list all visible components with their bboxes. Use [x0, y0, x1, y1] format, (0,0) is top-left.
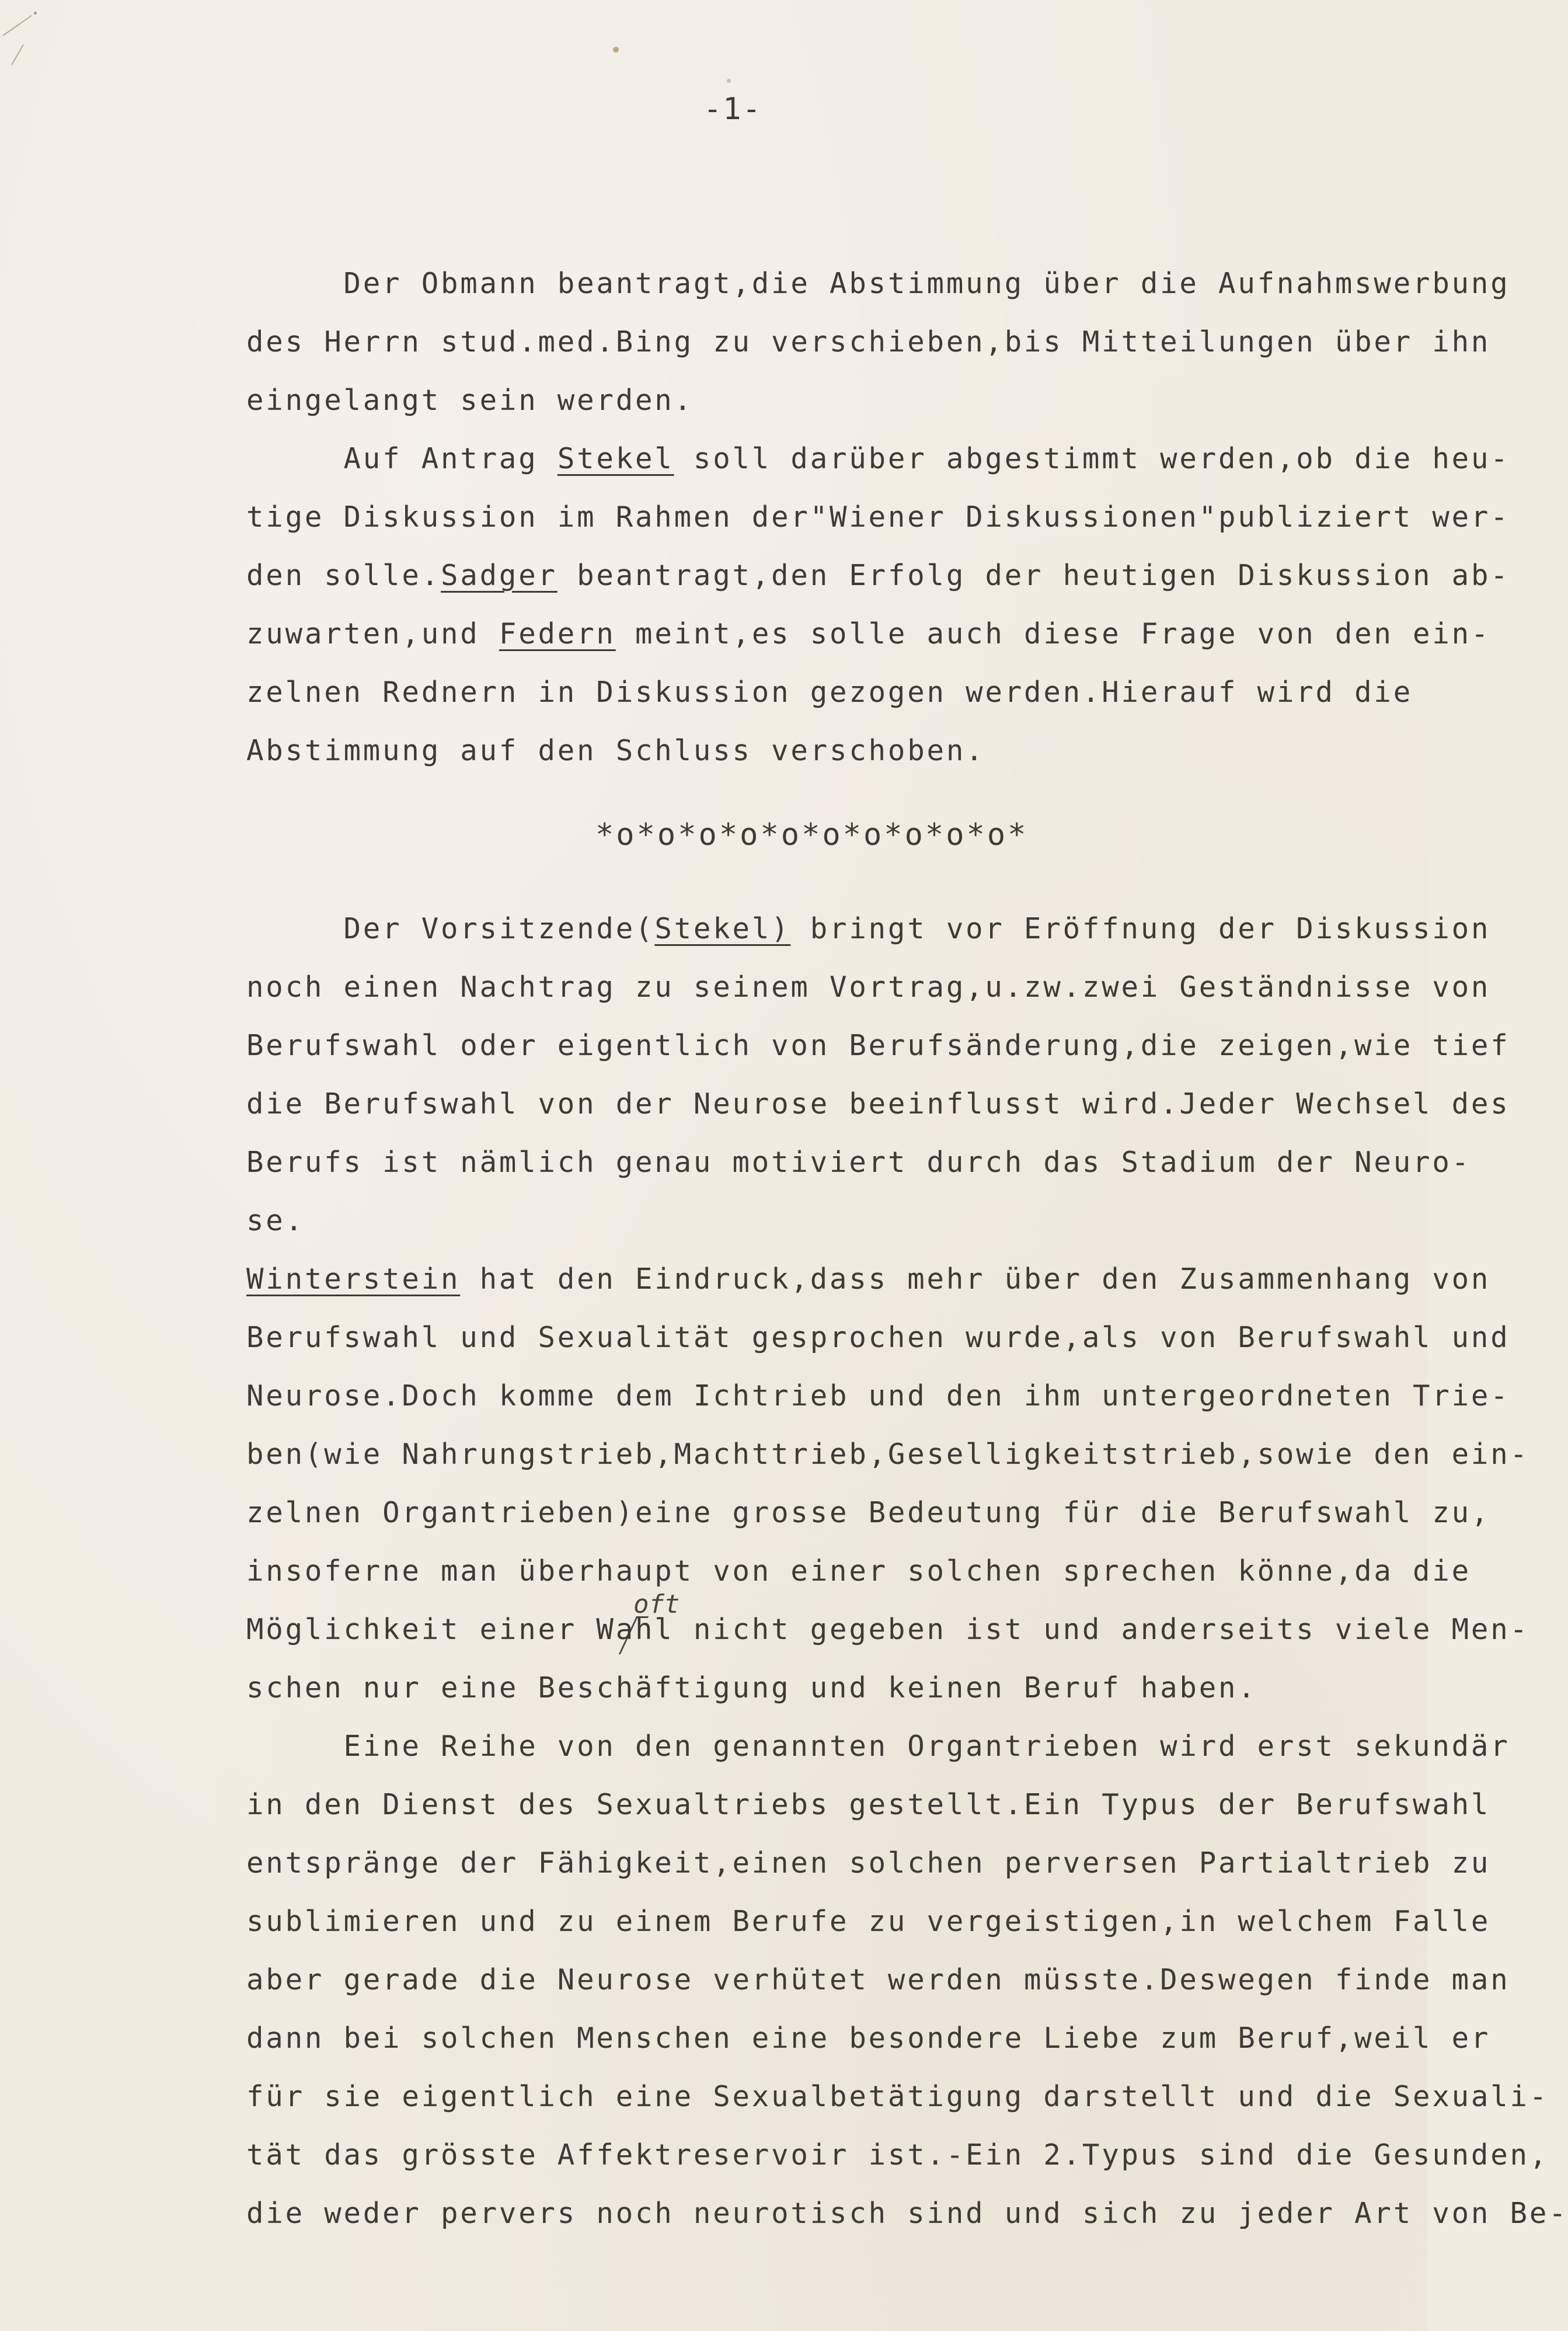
text-line: Eine Reihe von den genannten Organtrieben wird erst sekundär	[246, 1730, 1510, 1763]
text-line: ben(wie Nahrungstrieb,Machttrieb,Geselligkeitstrieb,sowie den ein-	[246, 1438, 1529, 1471]
underlined-name: Winterstein	[246, 1262, 461, 1296]
text-line: zelnen Rednern in Diskussion gezogen werden.Hierauf wird die	[246, 676, 1413, 709]
text-line: noch einen Nachtrag zu seinem Vortrag,u.zw.zwei Geständnisse von	[246, 970, 1491, 1004]
underlined-name: Stekel	[557, 442, 674, 475]
text-line: tige Diskussion im Rahmen der"Wiener Diskussionen"publiziert wer-	[246, 500, 1510, 534]
text-line: schen nur eine Beschäftigung und keinen Beruf haben.	[246, 1671, 1257, 1704]
underlined-name: Sadger	[441, 559, 557, 592]
underlined-name: Federn	[499, 617, 616, 650]
text-line: Winterstein hat den Eindruck,dass mehr über den Zusammenhang von	[246, 1262, 1491, 1296]
text-line: die Berufswahl von der Neurose beeinflusst wird.Jeder Wechsel des	[246, 1087, 1510, 1121]
text-line: die weder pervers noch neurotisch sind und sich zu jeder Art von Be-	[246, 2197, 1568, 2230]
paper-speck	[727, 79, 731, 83]
page-number: -1-	[703, 92, 762, 127]
section-separator: *o*o*o*o*o*o*o*o*o*o*	[595, 817, 1029, 853]
paper-speck	[613, 47, 619, 53]
underlined-name: Stekel)	[654, 912, 791, 945]
text-line: Neurose.Doch komme dem Ichtrieb und den ihm untergeordneten Trie-	[246, 1379, 1510, 1412]
text-line: zuwarten,und Federn meint,es solle auch diese Frage von den ein-	[246, 617, 1491, 650]
text-line: in den Dienst des Sexualtriebs gestellt.Ein Typus der Berufswahl	[246, 1788, 1491, 1821]
text-line: aber gerade die Neurose verhütet werden müsste.Deswegen finde man	[246, 1963, 1510, 1996]
text-line: Berufswahl und Sexualität gesprochen wurde,als von Berufswahl und	[246, 1321, 1510, 1354]
text-line: entspränge der Fähigkeit,einen solchen perversen Partialtrieb zu	[246, 1846, 1491, 1880]
text-line: tät das grösste Affektreservoir ist.-Ein 2.Typus sind die Gesunden,	[246, 2138, 1549, 2172]
text-line: Der Obmann beantragt,die Abstimmung über die Aufnahmswerbung	[246, 267, 1510, 300]
text-line: Abstimmung auf den Schluss verschoben.	[246, 734, 985, 767]
paper-speck	[34, 12, 37, 15]
text-line: Berufswahl oder eigentlich von Berufsänderung,die zeigen,wie tief	[246, 1029, 1510, 1062]
text-line: zelnen Organtrieben)eine grosse Bedeutung für die Berufswahl zu,	[246, 1496, 1491, 1529]
text-line: des Herrn stud.med.Bing zu verschieben,bis Mitteilungen über ihn	[246, 325, 1491, 359]
handwritten-insertion: oft	[633, 1589, 680, 1619]
text-line: für sie eigentlich eine Sexualbetätigung darstellt und die Sexuali-	[246, 2080, 1549, 2113]
text-line: eingelangt sein werden.	[246, 384, 694, 417]
text-line: den solle.Sadger beantragt,den Erfolg der heutigen Diskussion ab-	[246, 559, 1510, 592]
text-line: Berufs ist nämlich genau motiviert durch das Stadium der Neuro-	[246, 1146, 1471, 1179]
text-line: Auf Antrag Stekel soll darüber abgestimmt werden,ob die heu-	[246, 442, 1510, 475]
text-line: Möglichkeit einer Wahl nicht gegeben ist und anderseits viele Men-	[246, 1613, 1529, 1646]
text-line: dann bei solchen Menschen eine besondere Liebe zum Beruf,weil er	[246, 2022, 1491, 2055]
text-line: se.	[246, 1204, 305, 1237]
text-line: Der Vorsitzende(Stekel) bringt vor Eröffnung der Diskussion	[246, 912, 1491, 945]
text-line: insoferne man überhaupt von einer solchen sprechen könne,da die	[246, 1554, 1471, 1588]
text-line: sublimieren und zu einem Berufe zu vergeistigen,in welchem Falle	[246, 1905, 1491, 1938]
